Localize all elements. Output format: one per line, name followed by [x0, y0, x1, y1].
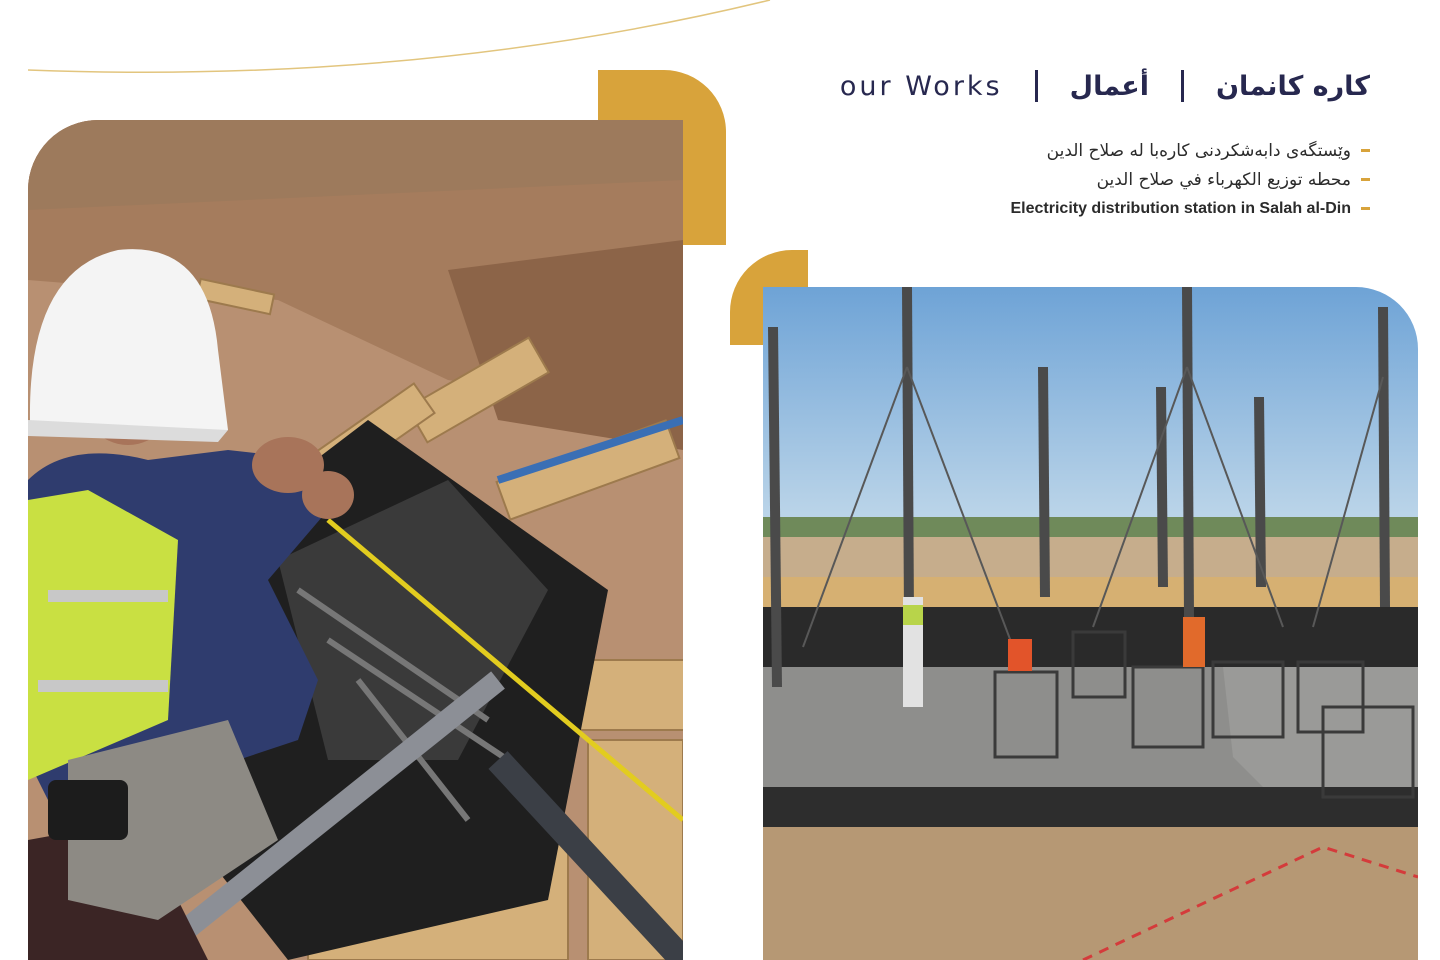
list-item [770, 165, 1370, 194]
list-item [770, 136, 1370, 165]
title-arabic: أعمال [1069, 70, 1150, 102]
dash-bullet-icon [1361, 149, 1370, 152]
title-kurdish: کارە کانمان [1216, 70, 1370, 102]
list-item [770, 194, 1370, 223]
dash-bullet-icon [1361, 207, 1370, 210]
title-english: our Works [839, 70, 1003, 102]
title-separator [1035, 70, 1038, 102]
item-text-arabic: محطه توزيع الكهرباء في صلاح الدين [1096, 169, 1351, 190]
substation-foundation-construction-photo [763, 287, 1418, 960]
section-title-row [800, 64, 1370, 108]
dash-bullet-icon [1361, 178, 1370, 181]
item-text-kurdish: وێستگەی دابەشکردنی کارەبا لە صلاح الدین [1046, 140, 1351, 161]
title-separator [1181, 70, 1184, 102]
worker-measuring-anchor-bolts-photo [28, 120, 683, 960]
item-text-english: Electricity distribution station in Salah al-Din [1010, 199, 1351, 217]
project-description-list [770, 136, 1370, 223]
